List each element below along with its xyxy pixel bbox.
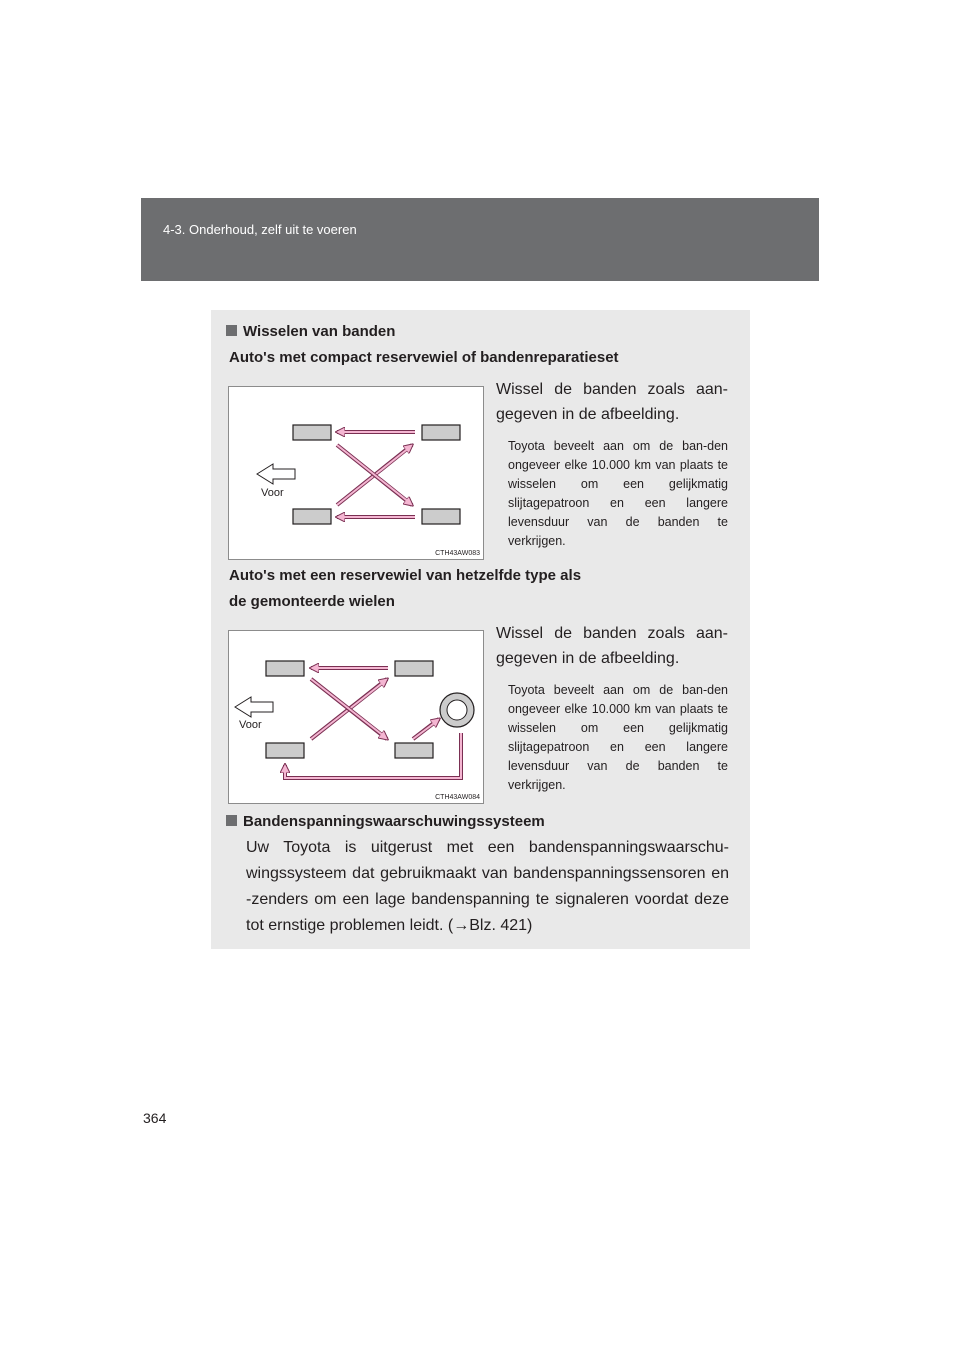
rotation-title: Wisselen van banden <box>226 323 395 340</box>
square-bullet-icon <box>226 815 237 826</box>
fullsize-instruction: Wissel de banden zoals aan-gegeven in de afbeelding. <box>496 625 728 667</box>
compact-instruction: Wissel de banden zoals aan-gegeven in de afbeelding. <box>496 381 728 423</box>
section-title: 4-3. Onderhoud, zelf uit te voeren <box>163 222 357 237</box>
tpms-text: Uw Toyota is uitgerust met een bandenspanningswaarschu-wingssysteem dat gebruikmaakt van bandenspanningssensoren en -zenders om een lage bandenspanning te signaleren voordat deze tot ernstige problemen leidt. (→Blz. 421) <box>246 839 729 934</box>
tire-front-left <box>266 661 304 676</box>
square-bullet-icon <box>226 325 237 336</box>
tpms-title: Bandenspanningswaarschuwingssysteem <box>226 813 545 830</box>
figure-code: CTH43AW084 <box>435 794 480 801</box>
section-header <box>141 198 819 281</box>
info-box <box>211 310 750 949</box>
tire-rear-right <box>422 509 460 524</box>
compact-heading: Auto's met compact reservewiel of bandenreparatieset <box>229 349 619 366</box>
rotation-diagram-compact <box>229 387 485 561</box>
page-number: 364 <box>143 1110 167 1126</box>
tire-rear-left <box>422 425 460 440</box>
tire-front-left <box>293 425 331 440</box>
tire-front-right <box>293 509 331 524</box>
tire-rear-right <box>395 743 433 758</box>
front-label: Voor <box>239 719 262 731</box>
fullsize-heading: Auto's met een reservewiel van hetzelfde type als de gemonteerde wielen <box>229 567 582 610</box>
rotation-figure-fullsize <box>228 630 484 804</box>
compact-note: Toyota beveelt aan om de ban-den ongeveer elke 10.000 km van plaats te wisselen om een gelijkmatig slijtagepatroon en een langere levensduur van de banden te verkrijgen. <box>508 439 728 548</box>
figure-code: CTH43AW083 <box>435 550 480 557</box>
tire-rear-left <box>395 661 433 676</box>
front-arrow-icon <box>257 464 295 484</box>
rotation-diagram-fullsize <box>229 631 485 805</box>
fullsize-note: Toyota beveelt aan om de ban-den ongeveer elke 10.000 km van plaats te wisselen om een gelijkmatig slijtagepatroon en een langere levensduur van de banden te verkrijgen. <box>508 683 728 792</box>
rotation-figure-compact <box>228 386 484 560</box>
tire-front-right <box>266 743 304 758</box>
front-label: Voor <box>261 487 284 499</box>
arrow-spare-loop <box>285 733 461 778</box>
front-arrow-icon <box>235 697 273 717</box>
